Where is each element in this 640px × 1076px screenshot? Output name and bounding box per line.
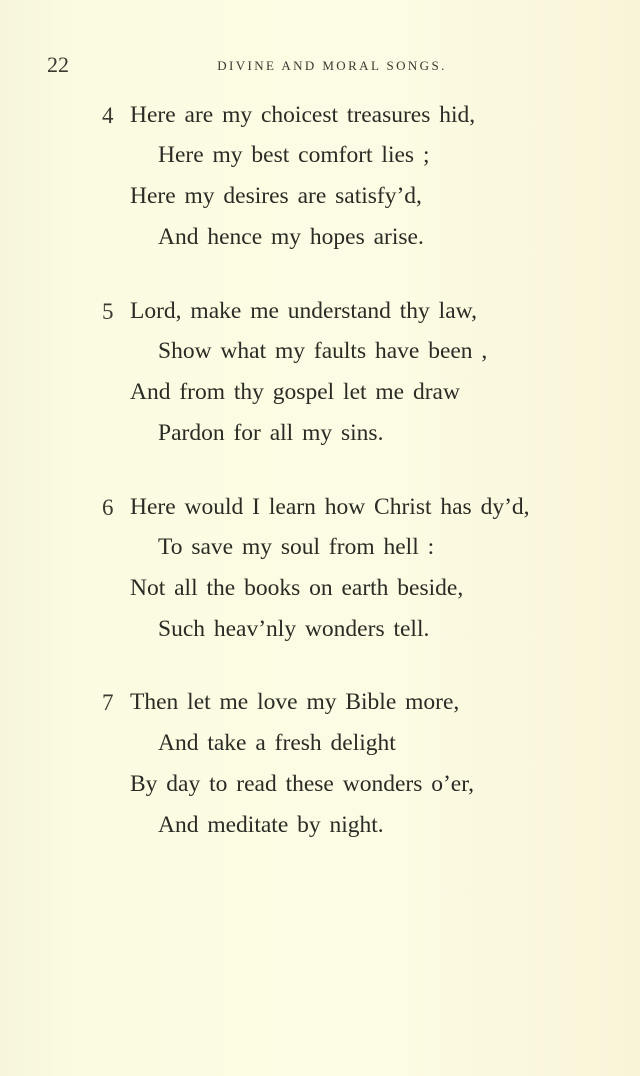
stanza-number: 4 [102, 103, 114, 128]
verse-line: Here are my choicest treasures hid, [130, 102, 476, 128]
verse-line: Such heav’nly wonders tell. [158, 616, 430, 642]
verse-line: And from thy gospel let me draw [130, 379, 460, 405]
verse-line: Pardon for all my sins. [158, 420, 384, 446]
verse-line: Then let me love my Bible more, [130, 689, 460, 715]
verse-line: Here would I learn how Christ has dy’d, [130, 494, 530, 520]
verse-line: Here my best comfort lies ; [158, 142, 430, 168]
verse-line: Not all the books on earth beside, [130, 575, 464, 601]
verse-line: Lord, make me understand thy law, [130, 298, 477, 324]
verse-line: By day to read these wonders o’er, [130, 771, 474, 797]
stanza-number: 6 [102, 495, 114, 520]
stanza-number: 5 [102, 299, 114, 324]
verse-line: And hence my hopes arise. [158, 224, 424, 250]
verse-line: To save my soul from hell : [158, 534, 435, 560]
page-number: 22 [47, 52, 69, 77]
verse-line: Here my desires are satisfy’d, [130, 183, 422, 209]
stanza-number: 7 [102, 690, 114, 715]
verse-line: Show what my faults have been , [158, 338, 488, 364]
verse-line: And take a fresh delight [158, 730, 396, 756]
running-head: DIVINE AND MORAL SONGS. [217, 58, 447, 73]
verse-line: And meditate by night. [158, 812, 384, 838]
